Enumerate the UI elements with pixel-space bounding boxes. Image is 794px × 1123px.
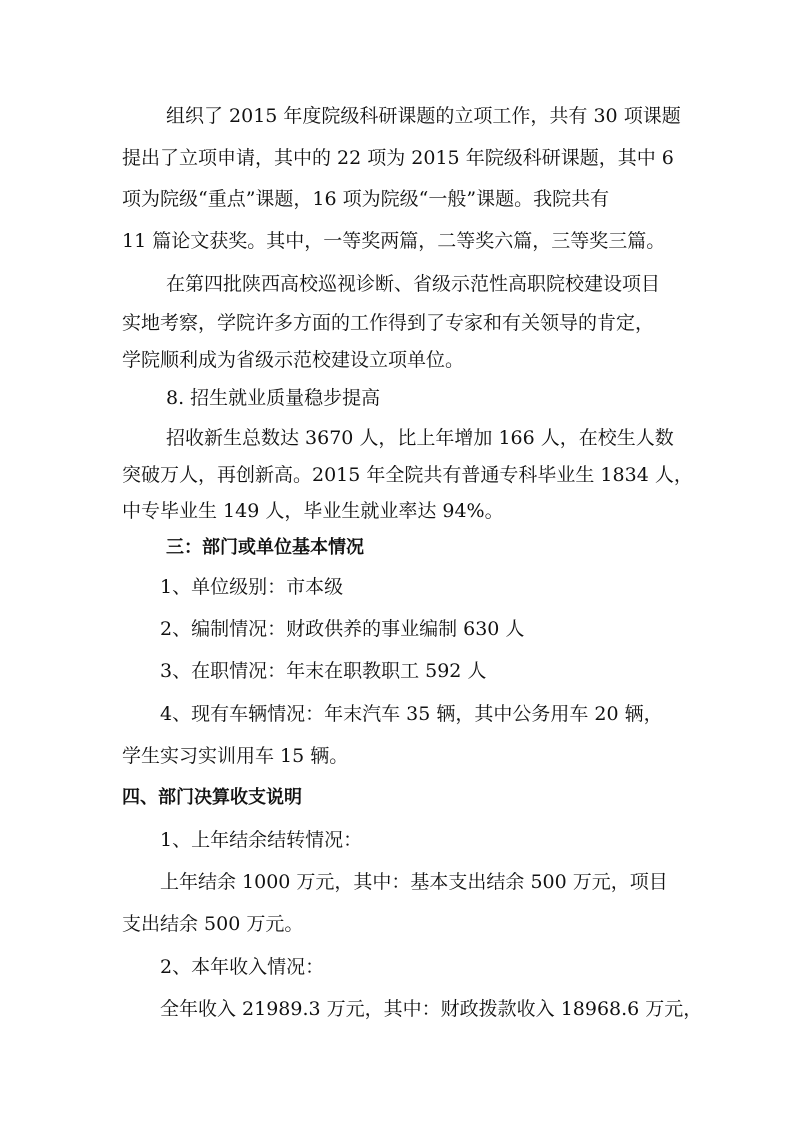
paragraph-line: 招收新生总数达 3670 人，比上年增加 166 人，在校生人数 bbox=[166, 427, 674, 449]
paragraph-line: 在第四批陕西高校巡视诊断、省级示范性高职院校建设项目 bbox=[166, 273, 661, 295]
list-item: 4、现有车辆情况：年末汽车 35 辆，其中公务用车 20 辆， bbox=[160, 703, 663, 725]
paragraph-line: 上年结余 1000 万元，其中：基本支出结余 500 万元，项目 bbox=[160, 871, 668, 893]
list-item: 3、在职情况：年末在职教职工 592 人 bbox=[160, 660, 487, 682]
paragraph-line: 实地考察，学院许多方面的工作得到了专家和有关领导的肯定， bbox=[122, 312, 655, 334]
subsection-heading: 1、上年结余结转情况： bbox=[160, 829, 363, 851]
section-heading: 三：部门或单位基本情况 bbox=[166, 537, 364, 558]
paragraph-line: 全年收入 21989.3 万元，其中：财政拨款收入 18968.6 万元， bbox=[160, 998, 703, 1020]
paragraph-line: 支出结余 500 万元。 bbox=[122, 913, 304, 935]
paragraph-line: 突破万人，再创新高。2015 年全院共有普通专科毕业生 1834 人， bbox=[122, 464, 693, 486]
section-heading: 8. 招生就业质量稳步提高 bbox=[166, 387, 381, 409]
list-item: 学生实习实训用车 15 辆。 bbox=[122, 745, 349, 767]
paragraph-line: 提出了立项申请，其中的 22 项为 2015 年院级科研课题，其中 6 bbox=[122, 147, 674, 169]
paragraph-line: 项为院级“重点”课题，16 项为院级“一般”课题。我院共有 bbox=[122, 188, 610, 210]
paragraph-line: 学院顺利成为省级示范校建设立项单位。 bbox=[122, 349, 465, 371]
section-heading: 四、部门决算收支说明 bbox=[122, 787, 302, 808]
paragraph-line: 组织了 2015 年度院级科研课题的立项工作，共有 30 项课题 bbox=[166, 105, 681, 127]
list-item: 1、单位级别：市本级 bbox=[160, 576, 344, 598]
paragraph-line: 11 篇论文获奖。其中，一等奖两篇，二等奖六篇，三等奖三篇。 bbox=[122, 230, 666, 252]
paragraph-line: 中专毕业生 149 人，毕业生就业率达 94%。 bbox=[122, 500, 504, 522]
list-item: 2、编制情况：财政供养的事业编制 630 人 bbox=[160, 618, 525, 640]
subsection-heading: 2、本年收入情况： bbox=[160, 956, 325, 978]
